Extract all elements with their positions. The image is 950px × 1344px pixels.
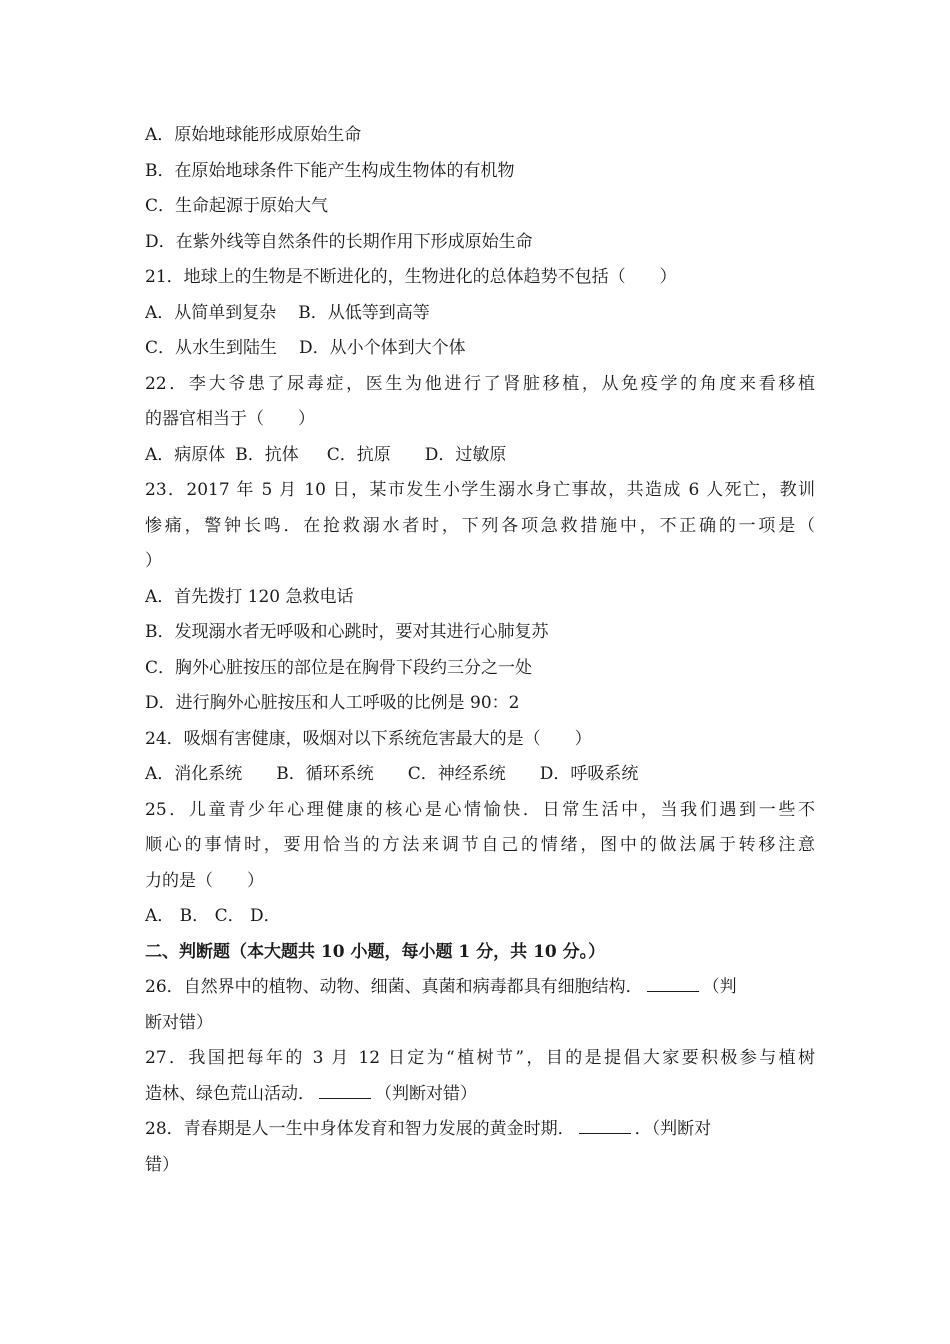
q26-answer-blank[interactable] [647, 977, 699, 992]
q27-stem-end: 造林、绿色荒山活动． [145, 1083, 315, 1104]
q24-stem: 24．吸烟有害健康，吸烟对以下系统危害最大的是（ ） [145, 728, 592, 749]
q26-line1 [145, 970, 815, 1006]
q21-options-row1 [145, 296, 815, 332]
q23-option-d: D．进行胸外心脏按压和人工呼吸的比例是 90：2 [145, 693, 520, 713]
q25-options: A． B． C． D． [145, 906, 281, 926]
q21-option-a: A．从简单到复杂 [145, 302, 277, 323]
q23-option-b: B．发现溺水者无呼吸和心跳时，要对其进行心肺复苏 [145, 622, 549, 642]
q24-option-d: D．呼吸系统 [539, 764, 639, 784]
q21-option-c: C．从水生到陆生 [145, 338, 278, 358]
q22-options-row [145, 438, 815, 474]
q24-option-b: B．循环系统 [276, 764, 374, 784]
q28-line1 [145, 1112, 815, 1148]
exam-page [145, 118, 815, 1183]
q26-line2: 断对错） [145, 1012, 213, 1033]
q28-answer-blank[interactable] [579, 1119, 631, 1134]
q24-option-a: A．消化系统 [145, 764, 243, 784]
q20-option-a: A．原始地球能形成原始生命 [145, 125, 362, 145]
q24-option-c: C．神经系统 [407, 764, 506, 784]
q21-option-d: D．从小个体到大个体 [299, 338, 466, 358]
q22-option-b: B．抗体 [235, 444, 299, 465]
q22-stem-line1: 22．李大爷患了尿毒症，医生为他进行了肾脏移植，从免疫学的角度来看移植 [145, 373, 815, 394]
q26-stem: 26．自然界中的植物、动物、细菌、真菌和病毒都具有细胞结构． [145, 977, 643, 997]
q23-stem-line2: 惨痛，警钟长鸣．在抢救溺水者时，下列各项急救措施中，不正确的一项是（ [145, 515, 815, 536]
q22-stem-line2: 的器官相当于（ ） [145, 409, 315, 429]
q23-option-c: C．胸外心脏按压的部位是在胸骨下段约三分之一处 [145, 657, 533, 678]
q20-option-c: C．生命起源于原始大气 [145, 196, 329, 216]
q27-answer-blank[interactable] [319, 1084, 371, 1099]
q27-line1: 27．我国把每年的 3 月 12 日定为“植树节”，目的是提倡大家要积极参与植树 [145, 1048, 815, 1068]
q20-option-b: B．在原始地球条件下能产生构成生物体的有机物 [145, 160, 515, 181]
q21-option-b: B．从低等到高等 [298, 302, 430, 323]
q28-stem: 28．青春期是人一生中身体发育和智力发展的黄金时期． [145, 1119, 575, 1139]
q28-suffix: ．（判断对 [634, 1119, 712, 1139]
q28-line2: 错） [145, 1154, 179, 1175]
q20-option-d: D．在紫外线等自然条件的长期作用下形成原始生命 [145, 231, 533, 252]
q27-line2 [145, 1077, 815, 1113]
q22-option-a: A．病原体 [145, 444, 226, 465]
section-2-title: 二、判断题（本大题共 10 小题，每小题 1 分，共 10 分。） [145, 941, 606, 962]
q25-stem-line2: 顺心的事情时，要用恰当的方法来调节自己的情绪，图中的做法属于转移注意 [145, 835, 815, 855]
q25-stem-line3: 力的是（ ） [145, 870, 264, 891]
q23-stem-line3: ） [145, 551, 162, 571]
q22-option-d: D．过敏原 [424, 444, 507, 465]
q24-options-row [145, 757, 815, 793]
q21-stem: 21．地球上的生物是不断进化的，生物进化的总体趋势不包括（ ） [145, 267, 677, 287]
q27-suffix: （判断对错） [375, 1083, 477, 1104]
q22-option-c: C．抗原 [326, 444, 391, 465]
q26-suffix: （判 [702, 977, 737, 997]
q21-options-row2 [145, 331, 815, 367]
q25-stem-line1: 25．儿童青少年心理健康的核心是心情愉快．日常生活中，当我们遇到一些不 [145, 799, 815, 820]
q23-stem-line1: 23．2017 年 5 月 10 日，某市发生小学生溺水身亡事故，共造成 6 人死亡，教训 [145, 480, 815, 500]
q23-option-a: A．首先拨打 120 急救电话 [145, 586, 354, 607]
